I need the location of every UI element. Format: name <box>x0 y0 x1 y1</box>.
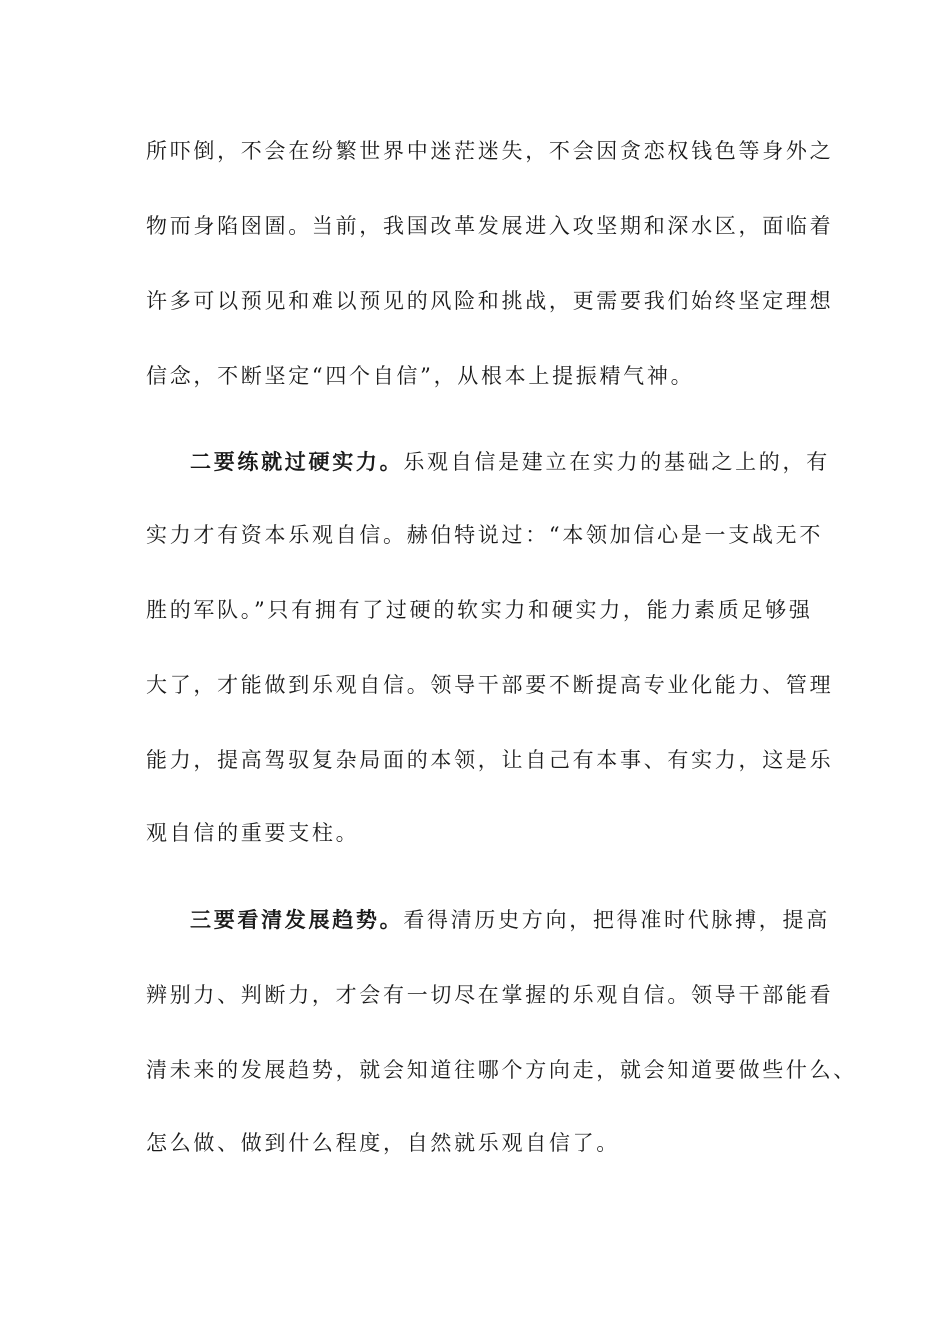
paragraph-heading: 三要看清发展趋势。 <box>190 907 404 932</box>
line-text: 大了，才能做到乐观自信。领导干部要不断提高专业化能力、管理 <box>146 673 834 697</box>
paragraph-heading-line <box>190 447 950 477</box>
text-line <box>146 520 950 550</box>
text-line <box>146 818 950 848</box>
paragraph-heading: 二要练就过硬实力。 <box>190 449 404 474</box>
text-line <box>146 595 950 625</box>
line-text: 物而身陷囹圄。当前，我国改革发展进入攻坚期和深水区，面临着 <box>146 214 834 238</box>
line-text: 辨别力、判断力，才会有一切尽在掌握的乐观自信。领导干部能看 <box>146 983 834 1007</box>
line-text: 乐观自信是建立在实力的基础之上的，有 <box>403 450 830 474</box>
line-text: 胜的军队。”只有拥有了过硬的软实力和硬实力，能力素质足够强 <box>146 598 813 622</box>
text-line <box>146 670 950 700</box>
line-text: 所吓倒，不会在纷繁世界中迷茫迷失，不会因贪恋权钱色等身外之 <box>146 139 834 163</box>
paragraph-heading-line <box>190 905 950 935</box>
line-text: 怎么做、做到什么程度，自然就乐观自信了。 <box>146 1131 620 1155</box>
line-text: 看得清历史方向，把得准时代脉搏，提高 <box>403 908 830 932</box>
text-line <box>146 1128 950 1158</box>
text-line <box>146 1055 950 1085</box>
line-text: 清未来的发展趋势，就会知道往哪个方向走，就会知道要做些什么、 <box>146 1058 857 1082</box>
text-line <box>146 286 950 316</box>
text-line <box>146 745 950 775</box>
text-line <box>146 136 950 166</box>
line-text: 观自信的重要支柱。 <box>146 821 360 845</box>
text-line <box>146 211 950 241</box>
line-text: 能力，提高驾驭复杂局面的本领，让自己有本事、有实力，这是乐 <box>146 748 834 772</box>
text-line <box>146 361 950 391</box>
line-text: 实力才有资本乐观自信。赫伯特说过：“本领加信心是一支战无不 <box>146 523 824 547</box>
text-line <box>146 980 950 1010</box>
line-text: 信念，不断坚定“四个自信”，从根本上提振精气神。 <box>146 364 695 388</box>
line-text: 许多可以预见和难以预见的风险和挑战，更需要我们始终坚定理想 <box>146 289 834 313</box>
